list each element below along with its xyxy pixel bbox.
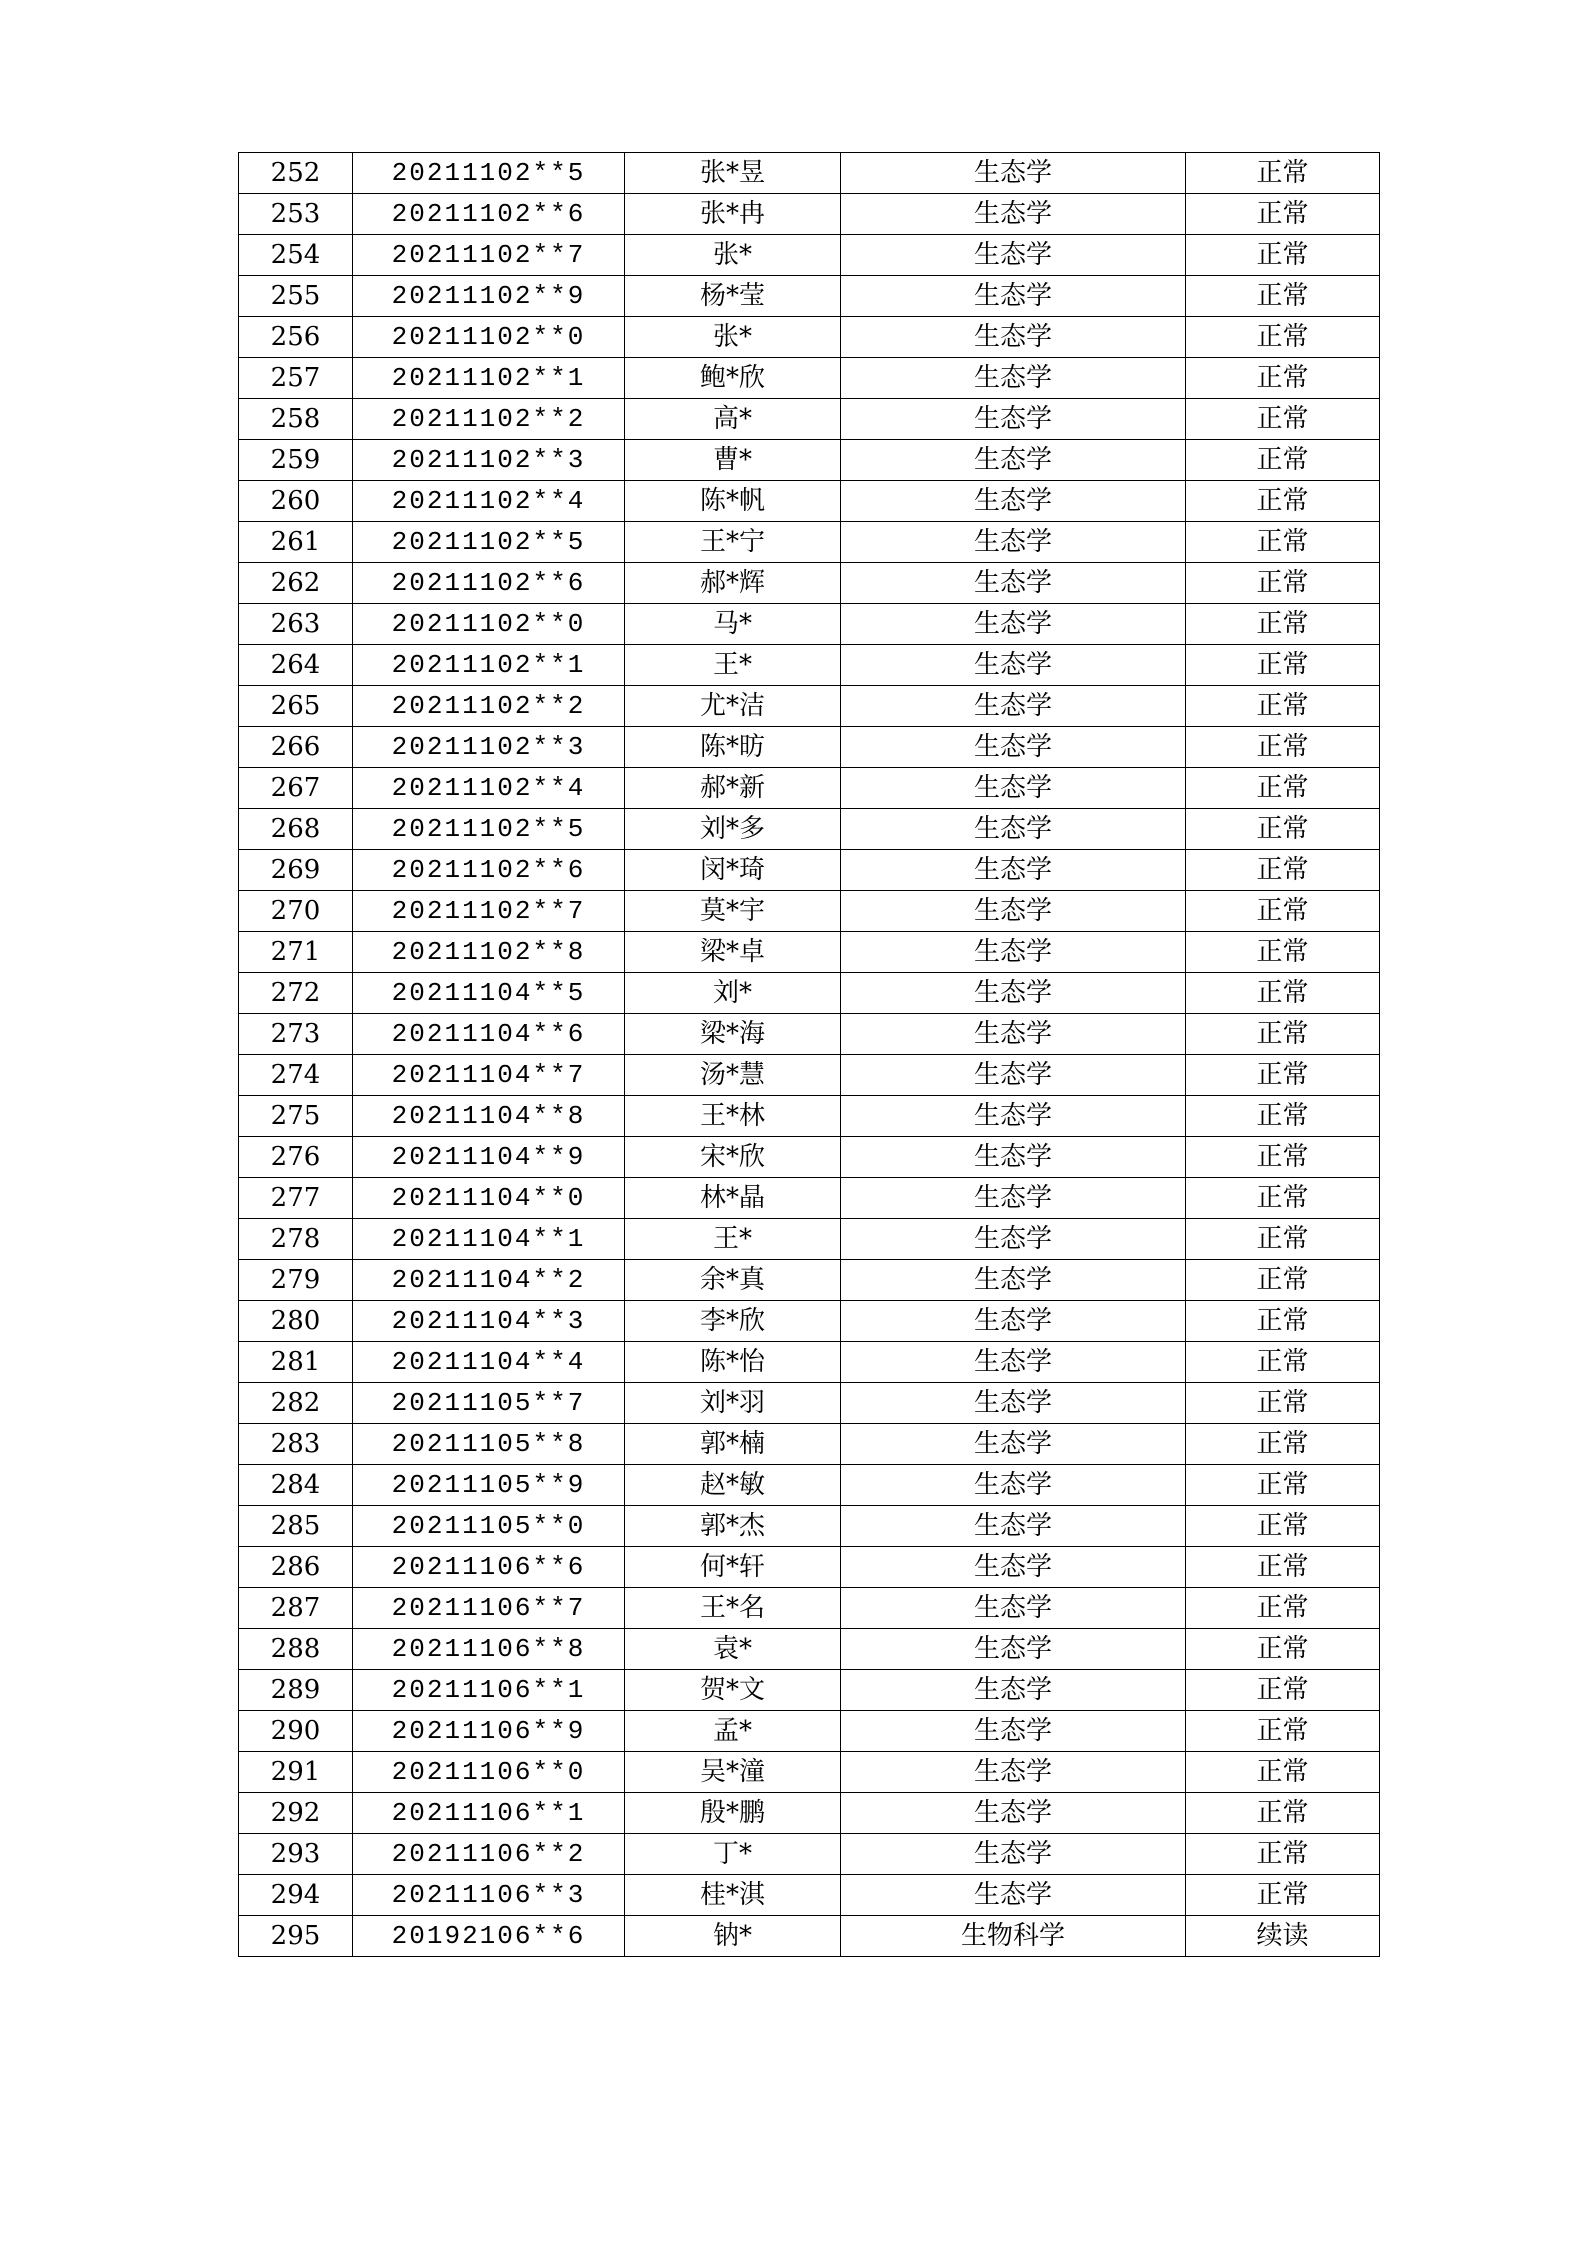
student-name: 张* (625, 235, 841, 276)
student-id: 20211105**9 (353, 1465, 625, 1506)
student-major: 生态学 (841, 1096, 1186, 1137)
student-name: 刘* (625, 973, 841, 1014)
student-id: 20211102**7 (353, 235, 625, 276)
row-index: 257 (239, 358, 353, 399)
student-major: 生态学 (841, 1629, 1186, 1670)
student-major: 生态学 (841, 1301, 1186, 1342)
student-name: 张*昱 (625, 153, 841, 194)
row-index: 263 (239, 604, 353, 645)
student-id: 20211102**5 (353, 522, 625, 563)
student-major: 生态学 (841, 235, 1186, 276)
student-name: 闵*琦 (625, 850, 841, 891)
student-id: 20211102**5 (353, 809, 625, 850)
student-id: 20211102**0 (353, 604, 625, 645)
student-major: 生物科学 (841, 1916, 1186, 1957)
student-status: 续读 (1186, 1916, 1380, 1957)
student-id: 20211104**9 (353, 1137, 625, 1178)
table-row (239, 1096, 1380, 1137)
row-index: 295 (239, 1916, 353, 1957)
row-index: 262 (239, 563, 353, 604)
student-status: 正常 (1186, 440, 1380, 481)
row-index: 264 (239, 645, 353, 686)
row-index: 267 (239, 768, 353, 809)
student-roster-table (238, 152, 1380, 1957)
student-major: 生态学 (841, 563, 1186, 604)
student-status: 正常 (1186, 1014, 1380, 1055)
student-status: 正常 (1186, 1137, 1380, 1178)
student-name: 郭*杰 (625, 1506, 841, 1547)
student-id: 20211106**1 (353, 1670, 625, 1711)
student-id: 20211104**7 (353, 1055, 625, 1096)
student-name: 鲍*欣 (625, 358, 841, 399)
table-row (239, 645, 1380, 686)
student-major: 生态学 (841, 1424, 1186, 1465)
student-id: 20192106**6 (353, 1916, 625, 1957)
student-status: 正常 (1186, 768, 1380, 809)
row-index: 287 (239, 1588, 353, 1629)
student-id: 20211105**0 (353, 1506, 625, 1547)
student-id: 20211105**7 (353, 1383, 625, 1424)
table-row (239, 563, 1380, 604)
table-row (239, 1670, 1380, 1711)
table-row (239, 686, 1380, 727)
row-index: 253 (239, 194, 353, 235)
student-name: 郭*楠 (625, 1424, 841, 1465)
student-status: 正常 (1186, 1260, 1380, 1301)
student-id: 20211102**1 (353, 358, 625, 399)
row-index: 272 (239, 973, 353, 1014)
student-id: 20211102**0 (353, 317, 625, 358)
student-major: 生态学 (841, 1178, 1186, 1219)
row-index: 278 (239, 1219, 353, 1260)
row-index: 290 (239, 1711, 353, 1752)
student-name: 林*晶 (625, 1178, 841, 1219)
row-index: 280 (239, 1301, 353, 1342)
student-id: 20211102**1 (353, 645, 625, 686)
row-index: 277 (239, 1178, 353, 1219)
student-name: 张* (625, 317, 841, 358)
student-name: 殷*鹏 (625, 1793, 841, 1834)
student-status: 正常 (1186, 481, 1380, 522)
row-index: 275 (239, 1096, 353, 1137)
student-id: 20211102**7 (353, 891, 625, 932)
row-index: 293 (239, 1834, 353, 1875)
student-name: 刘*羽 (625, 1383, 841, 1424)
student-id: 20211102**4 (353, 481, 625, 522)
student-major: 生态学 (841, 686, 1186, 727)
student-status: 正常 (1186, 891, 1380, 932)
student-id: 20211104**6 (353, 1014, 625, 1055)
student-major: 生态学 (841, 399, 1186, 440)
row-index: 288 (239, 1629, 353, 1670)
table-row (239, 1752, 1380, 1793)
student-status: 正常 (1186, 1711, 1380, 1752)
student-status: 正常 (1186, 153, 1380, 194)
student-id: 20211102**5 (353, 153, 625, 194)
student-name: 何*轩 (625, 1547, 841, 1588)
student-status: 正常 (1186, 932, 1380, 973)
row-index: 284 (239, 1465, 353, 1506)
student-major: 生态学 (841, 1506, 1186, 1547)
student-status: 正常 (1186, 1219, 1380, 1260)
table-row (239, 1383, 1380, 1424)
table-row (239, 481, 1380, 522)
table-row (239, 727, 1380, 768)
student-id: 20211102**8 (353, 932, 625, 973)
student-status: 正常 (1186, 1834, 1380, 1875)
student-name: 马* (625, 604, 841, 645)
table-row (239, 1834, 1380, 1875)
student-id: 20211104**8 (353, 1096, 625, 1137)
student-status: 正常 (1186, 522, 1380, 563)
table-row (239, 522, 1380, 563)
student-id: 20211106**2 (353, 1834, 625, 1875)
student-id: 20211104**0 (353, 1178, 625, 1219)
row-index: 270 (239, 891, 353, 932)
student-major: 生态学 (841, 850, 1186, 891)
student-id: 20211106**9 (353, 1711, 625, 1752)
student-major: 生态学 (841, 153, 1186, 194)
student-major: 生态学 (841, 645, 1186, 686)
table-row (239, 1301, 1380, 1342)
student-name: 杨*莹 (625, 276, 841, 317)
student-name: 李*欣 (625, 1301, 841, 1342)
student-name: 陈*昉 (625, 727, 841, 768)
student-major: 生态学 (841, 1752, 1186, 1793)
student-status: 正常 (1186, 1342, 1380, 1383)
student-major: 生态学 (841, 973, 1186, 1014)
student-status: 正常 (1186, 645, 1380, 686)
table-row (239, 1875, 1380, 1916)
student-name: 张*冉 (625, 194, 841, 235)
student-name: 宋*欣 (625, 1137, 841, 1178)
table-row (239, 1916, 1380, 1957)
student-name: 袁* (625, 1629, 841, 1670)
student-name: 丁* (625, 1834, 841, 1875)
row-index: 285 (239, 1506, 353, 1547)
student-id: 20211104**5 (353, 973, 625, 1014)
table-row (239, 194, 1380, 235)
student-status: 正常 (1186, 563, 1380, 604)
student-name: 尤*洁 (625, 686, 841, 727)
student-major: 生态学 (841, 1670, 1186, 1711)
table-row (239, 1178, 1380, 1219)
table-row (239, 932, 1380, 973)
student-id: 20211102**3 (353, 440, 625, 481)
row-index: 282 (239, 1383, 353, 1424)
table-row (239, 1014, 1380, 1055)
student-major: 生态学 (841, 522, 1186, 563)
roster-body (239, 153, 1380, 1957)
student-major: 生态学 (841, 1014, 1186, 1055)
student-major: 生态学 (841, 1793, 1186, 1834)
student-id: 20211104**2 (353, 1260, 625, 1301)
student-major: 生态学 (841, 317, 1186, 358)
student-id: 20211106**8 (353, 1629, 625, 1670)
student-name: 王* (625, 1219, 841, 1260)
table-row (239, 1342, 1380, 1383)
student-id: 20211102**2 (353, 399, 625, 440)
row-index: 281 (239, 1342, 353, 1383)
student-status: 正常 (1186, 973, 1380, 1014)
student-status: 正常 (1186, 1793, 1380, 1834)
student-major: 生态学 (841, 1711, 1186, 1752)
student-name: 贺*文 (625, 1670, 841, 1711)
table-row (239, 973, 1380, 1014)
student-status: 正常 (1186, 1096, 1380, 1137)
student-major: 生态学 (841, 932, 1186, 973)
student-name: 孟* (625, 1711, 841, 1752)
student-major: 生态学 (841, 768, 1186, 809)
row-index: 289 (239, 1670, 353, 1711)
table-row (239, 1424, 1380, 1465)
student-id: 20211102**3 (353, 727, 625, 768)
student-status: 正常 (1186, 1055, 1380, 1096)
student-status: 正常 (1186, 686, 1380, 727)
table-row (239, 1506, 1380, 1547)
table-row (239, 235, 1380, 276)
student-status: 正常 (1186, 1424, 1380, 1465)
table-row (239, 440, 1380, 481)
student-status: 正常 (1186, 399, 1380, 440)
row-index: 279 (239, 1260, 353, 1301)
student-status: 正常 (1186, 235, 1380, 276)
table-row (239, 317, 1380, 358)
table-row (239, 1793, 1380, 1834)
table-row (239, 399, 1380, 440)
student-status: 正常 (1186, 1588, 1380, 1629)
row-index: 286 (239, 1547, 353, 1588)
table-row (239, 891, 1380, 932)
table-row (239, 850, 1380, 891)
table-row (239, 358, 1380, 399)
row-index: 261 (239, 522, 353, 563)
student-id: 20211104**3 (353, 1301, 625, 1342)
row-index: 273 (239, 1014, 353, 1055)
student-id: 20211102**6 (353, 850, 625, 891)
student-major: 生态学 (841, 1055, 1186, 1096)
student-status: 正常 (1186, 358, 1380, 399)
student-major: 生态学 (841, 276, 1186, 317)
student-major: 生态学 (841, 1465, 1186, 1506)
table-row (239, 1219, 1380, 1260)
student-status: 正常 (1186, 1629, 1380, 1670)
table-row (239, 1547, 1380, 1588)
table-row (239, 1260, 1380, 1301)
row-index: 258 (239, 399, 353, 440)
table-row (239, 1588, 1380, 1629)
row-index: 268 (239, 809, 353, 850)
student-status: 正常 (1186, 1383, 1380, 1424)
student-status: 正常 (1186, 317, 1380, 358)
student-name: 王*林 (625, 1096, 841, 1137)
row-index: 269 (239, 850, 353, 891)
table-row (239, 1137, 1380, 1178)
student-status: 正常 (1186, 1506, 1380, 1547)
student-major: 生态学 (841, 194, 1186, 235)
student-name: 莫*宇 (625, 891, 841, 932)
table-row (239, 809, 1380, 850)
table-row (239, 604, 1380, 645)
student-id: 20211104**4 (353, 1342, 625, 1383)
row-index: 259 (239, 440, 353, 481)
row-index: 252 (239, 153, 353, 194)
student-major: 生态学 (841, 1219, 1186, 1260)
row-index: 294 (239, 1875, 353, 1916)
row-index: 271 (239, 932, 353, 973)
student-major: 生态学 (841, 358, 1186, 399)
student-name: 陈*怡 (625, 1342, 841, 1383)
row-index: 256 (239, 317, 353, 358)
student-id: 20211106**7 (353, 1588, 625, 1629)
student-id: 20211102**4 (353, 768, 625, 809)
student-name: 高* (625, 399, 841, 440)
student-name: 汤*慧 (625, 1055, 841, 1096)
student-major: 生态学 (841, 809, 1186, 850)
row-index: 254 (239, 235, 353, 276)
row-index: 266 (239, 727, 353, 768)
student-name: 桂*淇 (625, 1875, 841, 1916)
table-row (239, 153, 1380, 194)
table-row (239, 1055, 1380, 1096)
student-status: 正常 (1186, 1301, 1380, 1342)
student-status: 正常 (1186, 604, 1380, 645)
student-name: 曹* (625, 440, 841, 481)
student-id: 20211102**9 (353, 276, 625, 317)
student-status: 正常 (1186, 1465, 1380, 1506)
student-name: 赵*敏 (625, 1465, 841, 1506)
student-major: 生态学 (841, 891, 1186, 932)
student-name: 王* (625, 645, 841, 686)
table-row (239, 1629, 1380, 1670)
student-id: 20211102**6 (353, 194, 625, 235)
student-major: 生态学 (841, 1383, 1186, 1424)
table-row (239, 768, 1380, 809)
student-major: 生态学 (841, 1137, 1186, 1178)
student-status: 正常 (1186, 1670, 1380, 1711)
student-name: 钠* (625, 1916, 841, 1957)
student-status: 正常 (1186, 727, 1380, 768)
student-status: 正常 (1186, 194, 1380, 235)
row-index: 265 (239, 686, 353, 727)
row-index: 292 (239, 1793, 353, 1834)
student-major: 生态学 (841, 1547, 1186, 1588)
student-id: 20211102**6 (353, 563, 625, 604)
student-major: 生态学 (841, 1342, 1186, 1383)
student-name: 刘*多 (625, 809, 841, 850)
student-id: 20211105**8 (353, 1424, 625, 1465)
student-id: 20211106**1 (353, 1793, 625, 1834)
student-name: 梁*海 (625, 1014, 841, 1055)
student-major: 生态学 (841, 1260, 1186, 1301)
student-major: 生态学 (841, 1588, 1186, 1629)
student-major: 生态学 (841, 481, 1186, 522)
student-status: 正常 (1186, 809, 1380, 850)
table-row (239, 276, 1380, 317)
student-name: 郝*辉 (625, 563, 841, 604)
student-major: 生态学 (841, 604, 1186, 645)
student-name: 陈*帆 (625, 481, 841, 522)
student-id: 20211106**3 (353, 1875, 625, 1916)
student-id: 20211104**1 (353, 1219, 625, 1260)
student-status: 正常 (1186, 1752, 1380, 1793)
row-index: 255 (239, 276, 353, 317)
student-status: 正常 (1186, 1547, 1380, 1588)
student-name: 梁*卓 (625, 932, 841, 973)
student-name: 余*真 (625, 1260, 841, 1301)
student-name: 吴*潼 (625, 1752, 841, 1793)
student-status: 正常 (1186, 276, 1380, 317)
student-id: 20211102**2 (353, 686, 625, 727)
student-name: 王*名 (625, 1588, 841, 1629)
student-id: 20211106**0 (353, 1752, 625, 1793)
table-row (239, 1465, 1380, 1506)
student-major: 生态学 (841, 440, 1186, 481)
student-status: 正常 (1186, 1178, 1380, 1219)
student-major: 生态学 (841, 1834, 1186, 1875)
student-id: 20211106**6 (353, 1547, 625, 1588)
table-row (239, 1711, 1380, 1752)
student-name: 郝*新 (625, 768, 841, 809)
student-status: 正常 (1186, 850, 1380, 891)
row-index: 291 (239, 1752, 353, 1793)
student-major: 生态学 (841, 727, 1186, 768)
student-status: 正常 (1186, 1875, 1380, 1916)
row-index: 260 (239, 481, 353, 522)
row-index: 276 (239, 1137, 353, 1178)
row-index: 274 (239, 1055, 353, 1096)
student-major: 生态学 (841, 1875, 1186, 1916)
student-name: 王*宁 (625, 522, 841, 563)
row-index: 283 (239, 1424, 353, 1465)
